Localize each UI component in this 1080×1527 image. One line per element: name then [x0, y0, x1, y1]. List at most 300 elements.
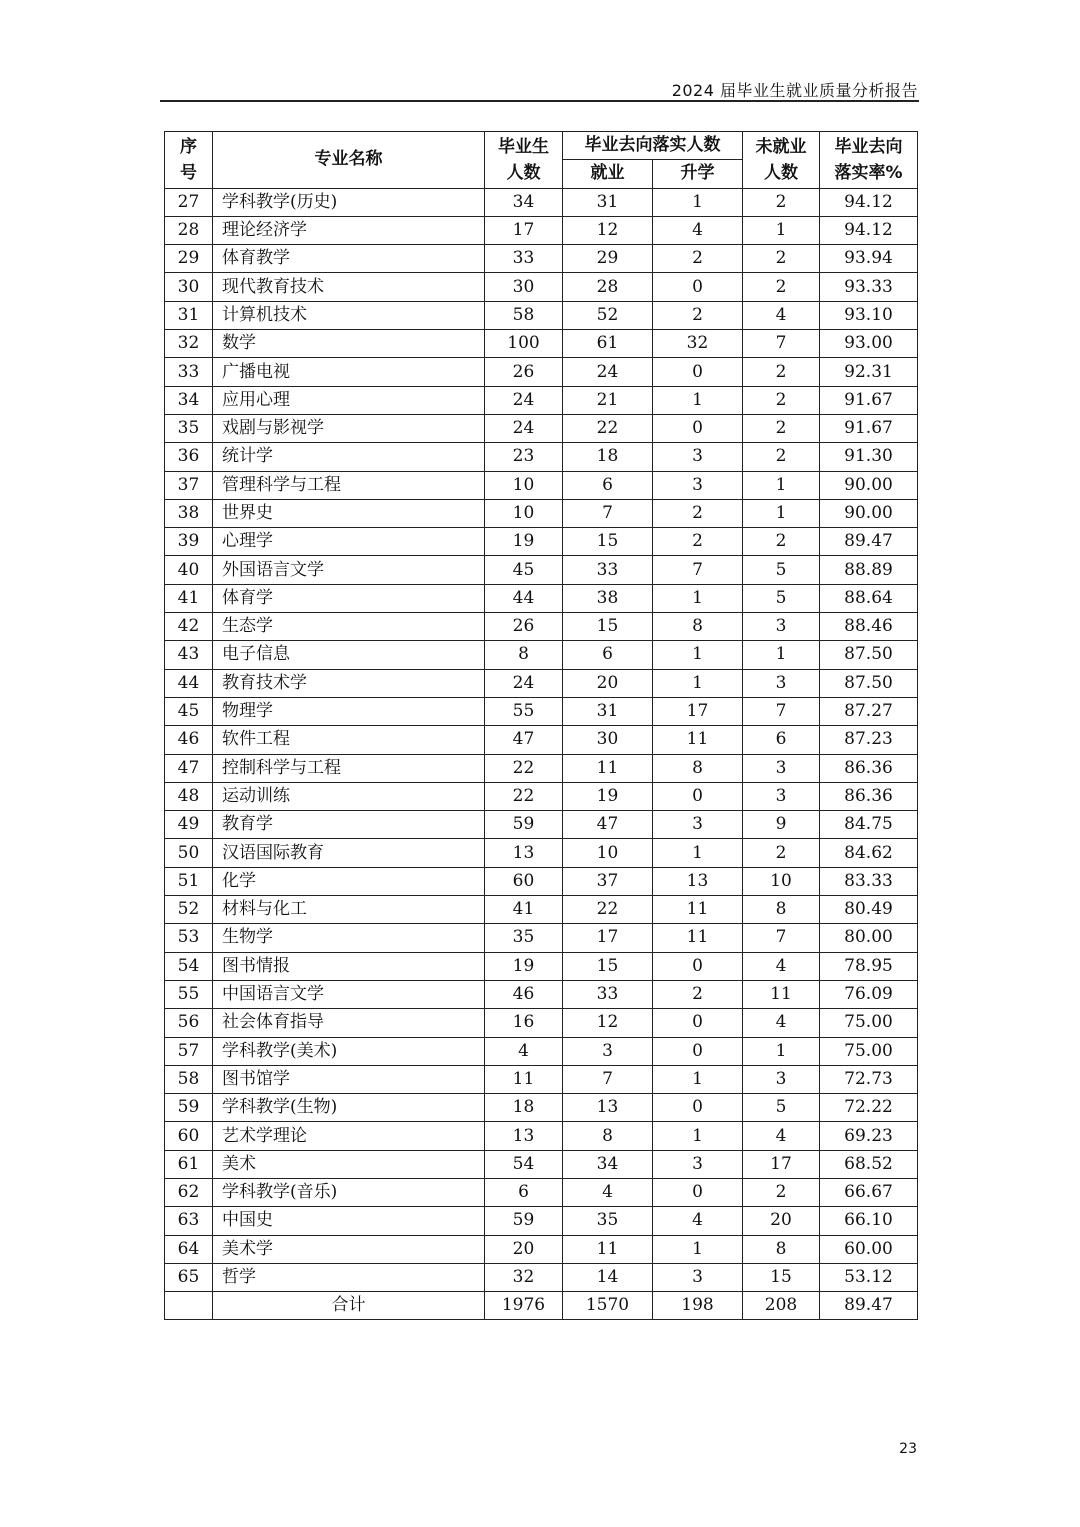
- cell-further: 2: [653, 499, 743, 527]
- total-rate: 89.47: [820, 1292, 918, 1320]
- header-destination-group: 毕业去向落实人数: [563, 132, 743, 160]
- cell-further: 32: [653, 330, 743, 358]
- cell-seq: 27: [165, 188, 213, 216]
- cell-graduates: 60: [485, 867, 563, 895]
- cell-employed: 7: [563, 1065, 653, 1093]
- table-row: [165, 301, 918, 329]
- table-row: [165, 896, 918, 924]
- cell-further: 0: [653, 1094, 743, 1122]
- total-graduates: 1976: [485, 1292, 563, 1320]
- cell-employed: 18: [563, 443, 653, 471]
- cell-graduates: 10: [485, 499, 563, 527]
- cell-rate: 89.47: [820, 528, 918, 556]
- cell-unemployed: 8: [743, 1235, 820, 1263]
- cell-rate: 76.09: [820, 980, 918, 1008]
- total-further: 198: [653, 1292, 743, 1320]
- table-row: [165, 980, 918, 1008]
- cell-seq: 61: [165, 1150, 213, 1178]
- cell-graduates: 24: [485, 669, 563, 697]
- cell-seq: 50: [165, 839, 213, 867]
- cell-further: 8: [653, 754, 743, 782]
- cell-employed: 30: [563, 726, 653, 754]
- cell-employed: 12: [563, 1009, 653, 1037]
- cell-seq: 28: [165, 216, 213, 244]
- cell-further: 1: [653, 1122, 743, 1150]
- header-seq: 序号: [165, 132, 213, 189]
- cell-rate: 87.50: [820, 669, 918, 697]
- cell-seq: 39: [165, 528, 213, 556]
- table-row: [165, 1178, 918, 1206]
- cell-major: 汉语国际教育: [213, 839, 485, 867]
- cell-major: 统计学: [213, 443, 485, 471]
- cell-rate: 87.23: [820, 726, 918, 754]
- table-row: [165, 726, 918, 754]
- cell-major: 美术学: [213, 1235, 485, 1263]
- cell-employed: 6: [563, 641, 653, 669]
- cell-rate: 68.52: [820, 1150, 918, 1178]
- cell-seq: 42: [165, 613, 213, 641]
- table-row: [165, 1094, 918, 1122]
- cell-graduates: 10: [485, 471, 563, 499]
- cell-seq: 43: [165, 641, 213, 669]
- cell-graduates: 13: [485, 1122, 563, 1150]
- cell-further: 1: [653, 1235, 743, 1263]
- cell-rate: 69.23: [820, 1122, 918, 1150]
- cell-employed: 31: [563, 697, 653, 725]
- cell-unemployed: 5: [743, 584, 820, 612]
- cell-unemployed: 9: [743, 811, 820, 839]
- cell-major: 数学: [213, 330, 485, 358]
- cell-graduates: 26: [485, 358, 563, 386]
- cell-rate: 75.00: [820, 1037, 918, 1065]
- cell-unemployed: 15: [743, 1263, 820, 1291]
- cell-rate: 90.00: [820, 471, 918, 499]
- table-row: [165, 188, 918, 216]
- cell-major: 现代教育技术: [213, 273, 485, 301]
- cell-unemployed: 6: [743, 726, 820, 754]
- cell-employed: 10: [563, 839, 653, 867]
- cell-employed: 19: [563, 782, 653, 810]
- cell-seq: 45: [165, 697, 213, 725]
- cell-seq: 40: [165, 556, 213, 584]
- cell-further: 2: [653, 301, 743, 329]
- cell-rate: 72.22: [820, 1094, 918, 1122]
- cell-major: 世界史: [213, 499, 485, 527]
- table-row: [165, 1037, 918, 1065]
- cell-further: 3: [653, 1263, 743, 1291]
- cell-further: 0: [653, 358, 743, 386]
- cell-employed: 29: [563, 245, 653, 273]
- cell-rate: 94.12: [820, 216, 918, 244]
- cell-major: 心理学: [213, 528, 485, 556]
- cell-rate: 91.30: [820, 443, 918, 471]
- cell-employed: 33: [563, 556, 653, 584]
- cell-rate: 93.00: [820, 330, 918, 358]
- cell-graduates: 22: [485, 782, 563, 810]
- cell-graduates: 11: [485, 1065, 563, 1093]
- cell-further: 0: [653, 1037, 743, 1065]
- cell-major: 美术: [213, 1150, 485, 1178]
- cell-graduates: 45: [485, 556, 563, 584]
- cell-unemployed: 1: [743, 216, 820, 244]
- cell-employed: 24: [563, 358, 653, 386]
- cell-further: 1: [653, 1065, 743, 1093]
- cell-rate: 91.67: [820, 386, 918, 414]
- cell-unemployed: 1: [743, 641, 820, 669]
- cell-employed: 8: [563, 1122, 653, 1150]
- cell-employed: 17: [563, 924, 653, 952]
- cell-seq: 44: [165, 669, 213, 697]
- cell-seq: 54: [165, 952, 213, 980]
- cell-major: 软件工程: [213, 726, 485, 754]
- table-row: [165, 245, 918, 273]
- cell-major: 艺术学理论: [213, 1122, 485, 1150]
- cell-further: 11: [653, 896, 743, 924]
- cell-seq: 31: [165, 301, 213, 329]
- cell-employed: 52: [563, 301, 653, 329]
- cell-graduates: 24: [485, 386, 563, 414]
- cell-graduates: 100: [485, 330, 563, 358]
- cell-seq: 47: [165, 754, 213, 782]
- cell-graduates: 54: [485, 1150, 563, 1178]
- cell-major: 控制科学与工程: [213, 754, 485, 782]
- cell-unemployed: 2: [743, 188, 820, 216]
- cell-unemployed: 17: [743, 1150, 820, 1178]
- cell-rate: 78.95: [820, 952, 918, 980]
- table-row: [165, 697, 918, 725]
- cell-rate: 94.12: [820, 188, 918, 216]
- cell-employed: 3: [563, 1037, 653, 1065]
- cell-further: 0: [653, 1178, 743, 1206]
- cell-employed: 13: [563, 1094, 653, 1122]
- cell-further: 13: [653, 867, 743, 895]
- cell-employed: 15: [563, 528, 653, 556]
- cell-seq: 60: [165, 1122, 213, 1150]
- cell-graduates: 20: [485, 1235, 563, 1263]
- table-row: [165, 499, 918, 527]
- cell-major: 哲学: [213, 1263, 485, 1291]
- table-row: [165, 1263, 918, 1291]
- cell-rate: 88.46: [820, 613, 918, 641]
- cell-further: 0: [653, 782, 743, 810]
- cell-major: 学科教学(美术): [213, 1037, 485, 1065]
- table-row: [165, 811, 918, 839]
- cell-further: 2: [653, 980, 743, 1008]
- table-row: [165, 782, 918, 810]
- cell-major: 电子信息: [213, 641, 485, 669]
- cell-seq: 62: [165, 1178, 213, 1206]
- cell-unemployed: 4: [743, 1009, 820, 1037]
- cell-graduates: 59: [485, 1207, 563, 1235]
- cell-major: 应用心理: [213, 386, 485, 414]
- cell-major: 学科教学(历史): [213, 188, 485, 216]
- cell-rate: 93.33: [820, 273, 918, 301]
- header-major: 专业名称: [213, 132, 485, 189]
- cell-further: 2: [653, 528, 743, 556]
- cell-employed: 4: [563, 1178, 653, 1206]
- cell-seq: 33: [165, 358, 213, 386]
- cell-seq: 64: [165, 1235, 213, 1263]
- cell-unemployed: 2: [743, 443, 820, 471]
- cell-major: 教育学: [213, 811, 485, 839]
- cell-employed: 15: [563, 952, 653, 980]
- cell-further: 0: [653, 414, 743, 442]
- cell-rate: 75.00: [820, 1009, 918, 1037]
- cell-unemployed: 2: [743, 358, 820, 386]
- cell-employed: 11: [563, 754, 653, 782]
- cell-unemployed: 1: [743, 471, 820, 499]
- table-row: [165, 556, 918, 584]
- cell-rate: 93.10: [820, 301, 918, 329]
- cell-major: 中国史: [213, 1207, 485, 1235]
- cell-graduates: 18: [485, 1094, 563, 1122]
- cell-seq: 36: [165, 443, 213, 471]
- table-row: [165, 471, 918, 499]
- cell-employed: 33: [563, 980, 653, 1008]
- cell-unemployed: 8: [743, 896, 820, 924]
- cell-unemployed: 4: [743, 301, 820, 329]
- cell-further: 1: [653, 386, 743, 414]
- header-rate: 毕业去向落实率%: [820, 132, 918, 189]
- table-row: [165, 414, 918, 442]
- cell-rate: 53.12: [820, 1263, 918, 1291]
- header-employed: 就业: [563, 160, 653, 188]
- cell-unemployed: 3: [743, 669, 820, 697]
- cell-graduates: 44: [485, 584, 563, 612]
- cell-seq: 48: [165, 782, 213, 810]
- cell-rate: 60.00: [820, 1235, 918, 1263]
- cell-graduates: 16: [485, 1009, 563, 1037]
- cell-further: 7: [653, 556, 743, 584]
- cell-major: 化学: [213, 867, 485, 895]
- cell-employed: 47: [563, 811, 653, 839]
- cell-seq: 57: [165, 1037, 213, 1065]
- table-row: [165, 1009, 918, 1037]
- cell-graduates: 58: [485, 301, 563, 329]
- cell-seq: 32: [165, 330, 213, 358]
- cell-unemployed: 3: [743, 754, 820, 782]
- table-row: [165, 1207, 918, 1235]
- cell-unemployed: 3: [743, 782, 820, 810]
- cell-rate: 88.64: [820, 584, 918, 612]
- table-row: [165, 584, 918, 612]
- table-row: [165, 867, 918, 895]
- cell-unemployed: 2: [743, 528, 820, 556]
- cell-employed: 22: [563, 414, 653, 442]
- cell-rate: 86.36: [820, 754, 918, 782]
- cell-employed: 22: [563, 896, 653, 924]
- cell-major: 生态学: [213, 613, 485, 641]
- cell-graduates: 17: [485, 216, 563, 244]
- cell-unemployed: 2: [743, 1178, 820, 1206]
- cell-further: 8: [653, 613, 743, 641]
- cell-graduates: 35: [485, 924, 563, 952]
- cell-rate: 92.31: [820, 358, 918, 386]
- cell-further: 4: [653, 216, 743, 244]
- cell-unemployed: 11: [743, 980, 820, 1008]
- table-row: [165, 839, 918, 867]
- cell-seq: 29: [165, 245, 213, 273]
- cell-graduates: 23: [485, 443, 563, 471]
- cell-unemployed: 3: [743, 1065, 820, 1093]
- cell-graduates: 24: [485, 414, 563, 442]
- cell-seq: 52: [165, 896, 213, 924]
- cell-further: 2: [653, 245, 743, 273]
- header-further-study: 升学: [653, 160, 743, 188]
- header-graduates: 毕业生人数: [485, 132, 563, 189]
- cell-seq: 63: [165, 1207, 213, 1235]
- cell-seq: 34: [165, 386, 213, 414]
- cell-rate: 90.00: [820, 499, 918, 527]
- total-unemployed: 208: [743, 1292, 820, 1320]
- cell-seq: 55: [165, 980, 213, 1008]
- cell-rate: 88.89: [820, 556, 918, 584]
- cell-employed: 21: [563, 386, 653, 414]
- cell-graduates: 34: [485, 188, 563, 216]
- table-row: [165, 754, 918, 782]
- cell-employed: 14: [563, 1263, 653, 1291]
- table-row: [165, 613, 918, 641]
- cell-graduates: 33: [485, 245, 563, 273]
- cell-rate: 80.00: [820, 924, 918, 952]
- cell-further: 1: [653, 641, 743, 669]
- cell-major: 计算机技术: [213, 301, 485, 329]
- cell-unemployed: 7: [743, 697, 820, 725]
- cell-seq: 53: [165, 924, 213, 952]
- cell-seq: 38: [165, 499, 213, 527]
- cell-seq: 51: [165, 867, 213, 895]
- cell-major: 图书馆学: [213, 1065, 485, 1093]
- cell-unemployed: 4: [743, 1122, 820, 1150]
- cell-major: 理论经济学: [213, 216, 485, 244]
- employment-table: [164, 131, 918, 1320]
- cell-further: 3: [653, 471, 743, 499]
- cell-seq: 37: [165, 471, 213, 499]
- cell-employed: 20: [563, 669, 653, 697]
- cell-graduates: 46: [485, 980, 563, 1008]
- cell-further: 0: [653, 273, 743, 301]
- cell-graduates: 41: [485, 896, 563, 924]
- cell-unemployed: 2: [743, 414, 820, 442]
- cell-major: 管理科学与工程: [213, 471, 485, 499]
- cell-rate: 84.62: [820, 839, 918, 867]
- cell-major: 教育技术学: [213, 669, 485, 697]
- cell-graduates: 32: [485, 1263, 563, 1291]
- cell-major: 物理学: [213, 697, 485, 725]
- cell-seq: 65: [165, 1263, 213, 1291]
- cell-major: 戏剧与影视学: [213, 414, 485, 442]
- cell-major: 体育教学: [213, 245, 485, 273]
- cell-further: 1: [653, 188, 743, 216]
- cell-graduates: 47: [485, 726, 563, 754]
- table-row: [165, 273, 918, 301]
- cell-unemployed: 7: [743, 924, 820, 952]
- cell-unemployed: 2: [743, 839, 820, 867]
- cell-graduates: 13: [485, 839, 563, 867]
- cell-employed: 31: [563, 188, 653, 216]
- cell-unemployed: 2: [743, 273, 820, 301]
- cell-major: 材料与化工: [213, 896, 485, 924]
- total-seq: [165, 1292, 213, 1320]
- cell-unemployed: 20: [743, 1207, 820, 1235]
- table-row: [165, 641, 918, 669]
- cell-further: 11: [653, 924, 743, 952]
- header-unemployed: 未就业人数: [743, 132, 820, 189]
- cell-employed: 6: [563, 471, 653, 499]
- cell-unemployed: 1: [743, 1037, 820, 1065]
- cell-major: 运动训练: [213, 782, 485, 810]
- cell-seq: 49: [165, 811, 213, 839]
- cell-major: 外国语言文学: [213, 556, 485, 584]
- cell-further: 3: [653, 443, 743, 471]
- cell-graduates: 22: [485, 754, 563, 782]
- cell-major: 体育学: [213, 584, 485, 612]
- cell-seq: 46: [165, 726, 213, 754]
- cell-seq: 30: [165, 273, 213, 301]
- total-label: 合计: [213, 1292, 485, 1320]
- cell-unemployed: 7: [743, 330, 820, 358]
- table-row: [165, 386, 918, 414]
- cell-unemployed: 1: [743, 499, 820, 527]
- cell-employed: 38: [563, 584, 653, 612]
- cell-unemployed: 5: [743, 556, 820, 584]
- cell-major: 学科教学(音乐): [213, 1178, 485, 1206]
- cell-unemployed: 2: [743, 386, 820, 414]
- cell-employed: 35: [563, 1207, 653, 1235]
- cell-further: 11: [653, 726, 743, 754]
- cell-major: 广播电视: [213, 358, 485, 386]
- cell-further: 1: [653, 584, 743, 612]
- table-row: [165, 216, 918, 244]
- cell-further: 1: [653, 839, 743, 867]
- cell-rate: 80.49: [820, 896, 918, 924]
- table-row: [165, 952, 918, 980]
- cell-graduates: 8: [485, 641, 563, 669]
- cell-rate: 72.73: [820, 1065, 918, 1093]
- cell-rate: 83.33: [820, 867, 918, 895]
- cell-employed: 28: [563, 273, 653, 301]
- cell-seq: 56: [165, 1009, 213, 1037]
- cell-further: 3: [653, 1150, 743, 1178]
- cell-further: 17: [653, 697, 743, 725]
- cell-unemployed: 2: [743, 245, 820, 273]
- total-employed: 1570: [563, 1292, 653, 1320]
- cell-rate: 66.10: [820, 1207, 918, 1235]
- cell-major: 社会体育指导: [213, 1009, 485, 1037]
- cell-seq: 41: [165, 584, 213, 612]
- table-row: [165, 1150, 918, 1178]
- cell-employed: 37: [563, 867, 653, 895]
- cell-employed: 61: [563, 330, 653, 358]
- cell-employed: 11: [563, 1235, 653, 1263]
- total-row: [165, 1292, 918, 1320]
- page-number: 23: [899, 1441, 917, 1457]
- cell-further: 0: [653, 1009, 743, 1037]
- cell-major: 学科教学(生物): [213, 1094, 485, 1122]
- cell-further: 1: [653, 669, 743, 697]
- cell-seq: 58: [165, 1065, 213, 1093]
- cell-rate: 93.94: [820, 245, 918, 273]
- cell-graduates: 19: [485, 528, 563, 556]
- cell-rate: 87.27: [820, 697, 918, 725]
- table-row: [165, 1122, 918, 1150]
- header-divider: [160, 100, 919, 102]
- cell-graduates: 4: [485, 1037, 563, 1065]
- table-row: [165, 358, 918, 386]
- cell-graduates: 55: [485, 697, 563, 725]
- cell-seq: 35: [165, 414, 213, 442]
- cell-further: 4: [653, 1207, 743, 1235]
